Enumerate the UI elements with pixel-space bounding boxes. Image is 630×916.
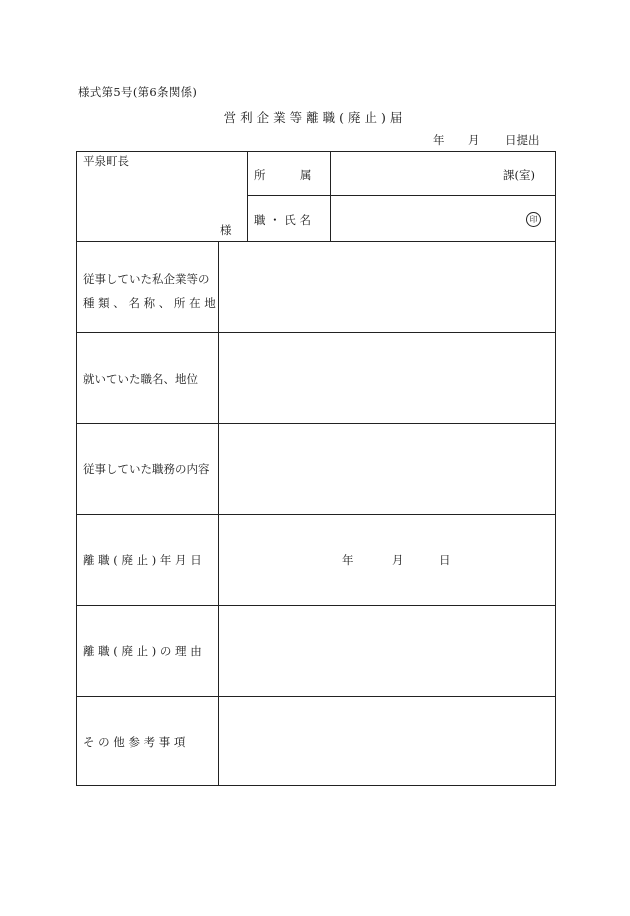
form-number: 様式第5号(第6条関係) [78, 85, 198, 99]
header-vertical-2 [330, 152, 331, 242]
row-label-position: 就いていた職名、地位 [83, 372, 198, 386]
submission-month-label: 月 [468, 133, 480, 147]
reason-input[interactable] [223, 610, 551, 690]
position-input[interactable] [223, 337, 551, 417]
header-vertical-1 [247, 152, 248, 242]
company-input[interactable] [223, 246, 551, 326]
name-label: 職 ・ 氏 名 [254, 213, 311, 227]
row-label-company [83, 267, 216, 315]
row-divider [77, 605, 556, 606]
affiliation-suffix: 課(室) [503, 168, 535, 182]
submission-year-label: 年 [433, 133, 445, 147]
notes-input[interactable] [223, 701, 551, 781]
resignation-month-label: 月 [392, 553, 404, 567]
affiliation-label: 所 属 [254, 168, 312, 182]
seal-mark: 印 [526, 212, 541, 227]
duties-input[interactable] [223, 428, 551, 508]
form-table [76, 151, 556, 786]
row-label-company-line1: 従事していた私企業等の [83, 272, 210, 286]
row-divider [77, 696, 556, 697]
row-label-company-line2: 種 類 、 名 称 、 所 在 地 [83, 296, 216, 310]
addressee-name: 平泉町長 [83, 154, 129, 168]
row-divider [77, 514, 556, 515]
row-label-reason: 離 職 ( 廃 止 ) の 理 由 [83, 644, 202, 658]
affiliation-input[interactable] [332, 160, 492, 190]
resignation-day-label: 日 [439, 553, 451, 567]
form-title: 営利企業等離職(廃止)届 [223, 110, 407, 125]
header-divider [247, 195, 556, 196]
name-input[interactable] [332, 204, 517, 234]
header-bottom-border [77, 241, 556, 242]
row-label-resignation-date: 離 職 ( 廃 止 ) 年 月 日 [83, 553, 202, 567]
row-label-duties: 従事していた職務の内容 [83, 462, 210, 476]
row-label-notes: そ の 他 参 考 事 項 [83, 735, 186, 749]
addressee-honorific: 様 [220, 223, 232, 237]
submission-day-label: 日提出 [505, 133, 540, 147]
resignation-year-label: 年 [342, 553, 354, 567]
row-divider [77, 423, 556, 424]
row-divider [77, 332, 556, 333]
